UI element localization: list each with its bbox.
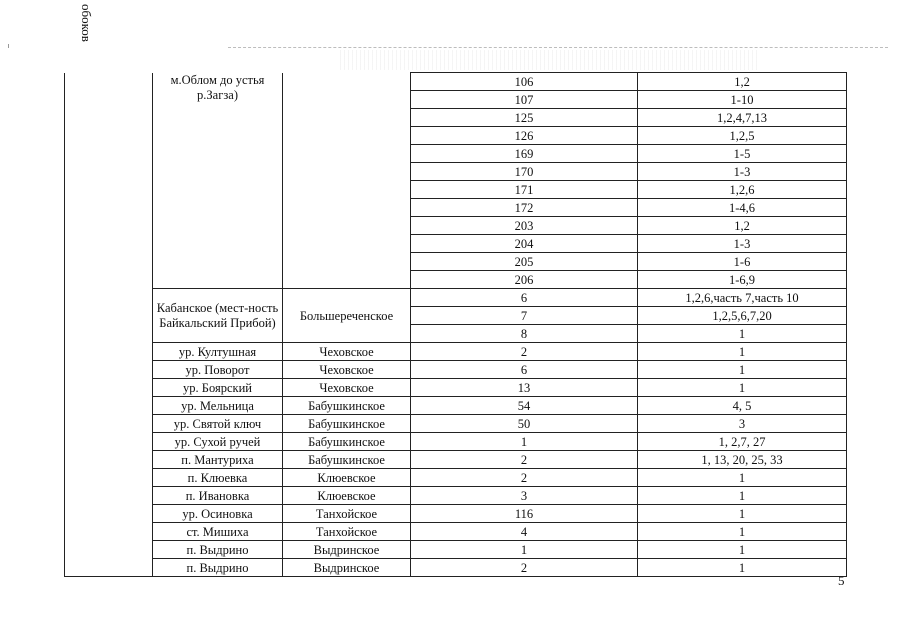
parcels-cell: 1 (638, 523, 847, 541)
location-cell: ур. Святой ключ (153, 415, 283, 433)
table-row (65, 505, 847, 523)
quarter-cell: 8 (411, 325, 638, 343)
forestry-cell: Танхойское (283, 505, 411, 523)
parcels-cell: 1-5 (638, 145, 847, 163)
table-row (65, 469, 847, 487)
parcels-cell: 1 (638, 505, 847, 523)
quarter-cell: 106 (411, 73, 638, 91)
parcels-cell: 1,2,6 (638, 181, 847, 199)
parcels-cell: 1,2,6,часть 7,часть 10 (638, 289, 847, 307)
quarter-cell: 172 (411, 199, 638, 217)
scan-artifact-noise (340, 50, 760, 70)
parcels-cell: 1, 2,7, 27 (638, 433, 847, 451)
location-cell: м.Облом до устья р.Загза) (153, 73, 283, 289)
quarter-cell: 2 (411, 469, 638, 487)
quarter-cell: 205 (411, 253, 638, 271)
quarter-cell: 3 (411, 487, 638, 505)
blank-first-column (65, 73, 153, 577)
quarter-cell: 169 (411, 145, 638, 163)
parcels-cell: 1 (638, 487, 847, 505)
table-row (65, 559, 847, 577)
location-cell: п. Выдрино (153, 541, 283, 559)
location-cell: ст. Мишиха (153, 523, 283, 541)
parcels-cell: 1 (638, 343, 847, 361)
table-row (65, 289, 847, 307)
parcels-cell: 4, 5 (638, 397, 847, 415)
parcels-cell: 1 (638, 469, 847, 487)
location-cell: ур. Мельница (153, 397, 283, 415)
location-cell: ур. Поворот (153, 361, 283, 379)
quarter-cell: 54 (411, 397, 638, 415)
quarter-cell: 171 (411, 181, 638, 199)
forestry-cell: Танхойское (283, 523, 411, 541)
rotated-header-text: обоков (79, 4, 94, 42)
quarter-cell: 13 (411, 379, 638, 397)
table-row (65, 415, 847, 433)
location-cell: ур. Сухой ручей (153, 433, 283, 451)
parcels-cell: 1-4,6 (638, 199, 847, 217)
table-row (65, 379, 847, 397)
forestry-cell: Клюевское (283, 487, 411, 505)
forestry-cell: Бабушкинское (283, 451, 411, 469)
table-row (65, 361, 847, 379)
forestry-cell: Чеховское (283, 379, 411, 397)
location-cell: ур. Боярский (153, 379, 283, 397)
parcels-cell: 1,2 (638, 217, 847, 235)
quarter-cell: 126 (411, 127, 638, 145)
table-row (65, 523, 847, 541)
quarter-cell: 1 (411, 433, 638, 451)
quarter-cell: 50 (411, 415, 638, 433)
forestry-cell-empty (283, 73, 411, 289)
quarter-cell: 4 (411, 523, 638, 541)
location-cell: ур. Осиновка (153, 505, 283, 523)
table-row (65, 73, 847, 91)
quarter-cell: 116 (411, 505, 638, 523)
forestry-cell: Выдринское (283, 559, 411, 577)
forestry-cell: Чеховское (283, 361, 411, 379)
forestry-cell: Большереченское (283, 289, 411, 343)
location-cell: Кабанское (мест-ность Байкальский Прибой) (153, 289, 283, 343)
table-row (65, 451, 847, 469)
forestry-cell: Бабушкинское (283, 397, 411, 415)
page-number: 5 (838, 573, 845, 588)
forestry-cell: Чеховское (283, 343, 411, 361)
parcels-cell: 1, 13, 20, 25, 33 (638, 451, 847, 469)
parcels-cell: 1-10 (638, 91, 847, 109)
location-cell: п. Клюевка (153, 469, 283, 487)
parcels-cell: 1 (638, 559, 847, 577)
forestry-cell: Клюевское (283, 469, 411, 487)
parcels-cell: 1-3 (638, 235, 847, 253)
quarter-cell: 6 (411, 289, 638, 307)
quarter-cell: 2 (411, 559, 638, 577)
quarter-cell: 125 (411, 109, 638, 127)
location-cell: ур. Култушная (153, 343, 283, 361)
table-row (65, 487, 847, 505)
parcels-cell: 1-3 (638, 163, 847, 181)
parcels-cell: 1,2,5 (638, 127, 847, 145)
quarter-cell: 203 (411, 217, 638, 235)
parcels-cell: 1,2,5,6,7,20 (638, 307, 847, 325)
forest-parcels-table (64, 72, 847, 577)
table-row (65, 397, 847, 415)
parcels-cell: 1-6,9 (638, 271, 847, 289)
quarter-cell: 107 (411, 91, 638, 109)
location-cell: п. Мантуриха (153, 451, 283, 469)
quarter-cell: 7 (411, 307, 638, 325)
quarter-cell: 170 (411, 163, 638, 181)
scan-tick-mark (8, 44, 9, 48)
forestry-cell: Бабушкинское (283, 433, 411, 451)
table-row (65, 343, 847, 361)
table-row (65, 541, 847, 559)
parcels-cell: 1 (638, 361, 847, 379)
quarter-cell: 206 (411, 271, 638, 289)
forestry-cell: Выдринское (283, 541, 411, 559)
parcels-cell: 1 (638, 541, 847, 559)
table-body (65, 73, 847, 577)
location-cell: п. Выдрино (153, 559, 283, 577)
location-cell: п. Ивановка (153, 487, 283, 505)
table-row (65, 433, 847, 451)
forestry-cell: Бабушкинское (283, 415, 411, 433)
quarter-cell: 2 (411, 343, 638, 361)
quarter-cell: 1 (411, 541, 638, 559)
rotated-header-fragment (80, 4, 100, 54)
parcels-cell: 1-6 (638, 253, 847, 271)
parcels-cell: 1 (638, 379, 847, 397)
quarter-cell: 2 (411, 451, 638, 469)
parcels-cell: 3 (638, 415, 847, 433)
parcels-cell: 1,2 (638, 73, 847, 91)
scan-artifact-line (228, 47, 888, 49)
quarter-cell: 204 (411, 235, 638, 253)
parcels-cell: 1,2,4,7,13 (638, 109, 847, 127)
quarter-cell: 6 (411, 361, 638, 379)
parcels-cell: 1 (638, 325, 847, 343)
